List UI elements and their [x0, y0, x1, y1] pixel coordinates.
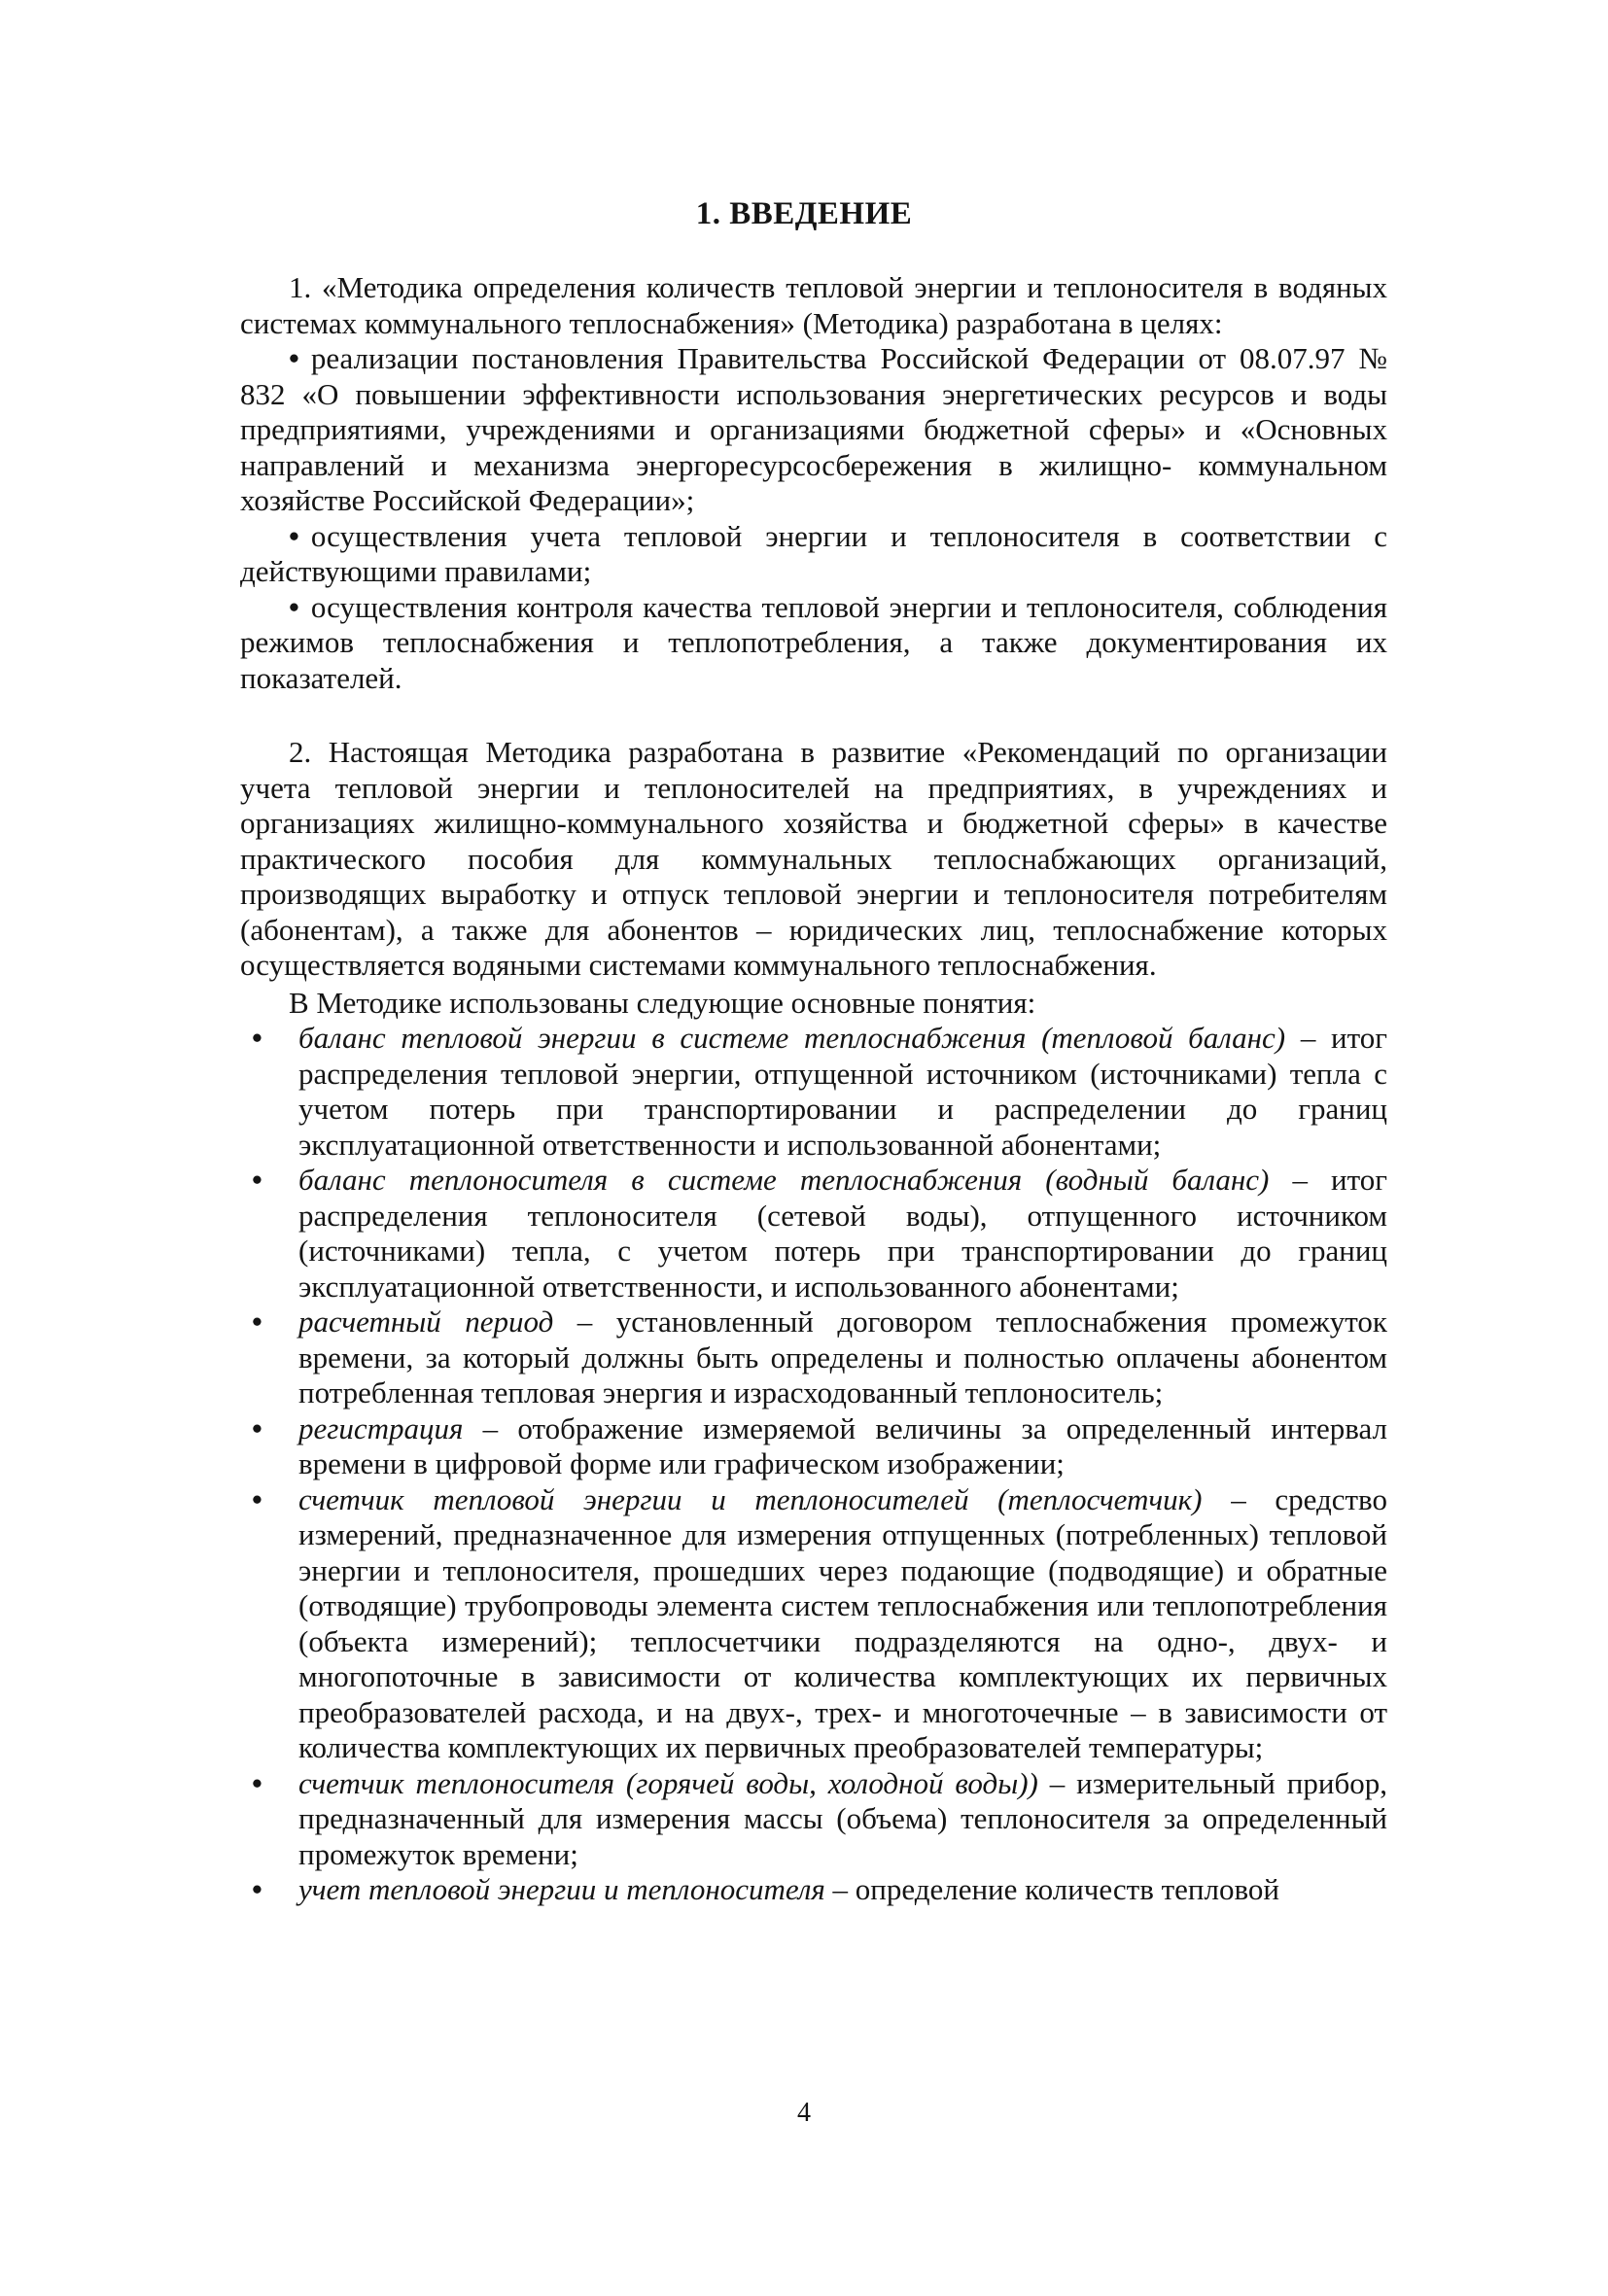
- bullet-icon: •: [252, 1872, 262, 1906]
- definition-item: [240, 1766, 1387, 1873]
- definition-item: [240, 1021, 1387, 1163]
- goal-item: • осуществления учета тепловой энергии и теплоносителя в соответствии с действующими правилами;: [240, 518, 1387, 588]
- bullet-icon: •: [252, 1410, 262, 1445]
- definition-text: – измерительный прибор, предназначенный для измерения массы (объема) теплоносителя за определенный промежуток времени;: [298, 1765, 1387, 1871]
- definition-term: счетчик тепловой энергии и теплоносителей (теплосчетчик): [298, 1481, 1203, 1516]
- bullet-icon: •: [289, 518, 299, 553]
- definition-text: – установленный договором теплоснабжения промежуток времени, за который должны быть определены и полностью оплачены абонентом потребленная тепловая энергия и израсходованный теплоноситель;: [298, 1305, 1387, 1409]
- bullet-icon: •: [252, 1305, 262, 1339]
- definition-term: расчетный период: [298, 1305, 554, 1339]
- section-2: [240, 735, 1387, 1908]
- definition-term: счетчик теплоносителя (горячей воды, холодной воды)): [298, 1765, 1038, 1800]
- definition-text: – итог распределения теплоносителя (сетевой воды), отпущенного источником (источниками) тепла, с учетом потерь при транспортировании до границ эксплуатационной ответственности, и использованного абонентами;: [298, 1163, 1387, 1304]
- goals-list: [240, 341, 1387, 696]
- section-1: [240, 270, 1387, 696]
- bullet-icon: •: [289, 589, 299, 624]
- bullet-icon: •: [289, 341, 299, 375]
- definition-text: – отображение измеряемой величины за определенный интервал времени в цифровой форме или графическом изображении;: [298, 1410, 1387, 1480]
- bullet-icon: •: [252, 1021, 262, 1055]
- bullet-icon: •: [252, 1765, 262, 1800]
- bullet-icon: •: [252, 1481, 262, 1516]
- definition-text: – итог распределения тепловой энергии, отпущенной источником (источниками) тепла с учетом потерь при транспортировании и распределении до границ эксплуатационной ответственности и использованной абонентами;: [298, 1021, 1387, 1162]
- definitions-list: [240, 1021, 1387, 1908]
- definition-term: учет тепловой энергии и теплоносителя: [298, 1872, 825, 1906]
- section-heading: 1. ВВЕДЕНИЕ: [695, 196, 913, 231]
- definition-term: баланс тепловой энергии в системе теплоснабжения (тепловой баланс): [298, 1021, 1286, 1055]
- definition-item: [240, 1163, 1387, 1305]
- definition-text: – определение количеств тепловой: [824, 1872, 1279, 1906]
- definition-term: регистрация: [298, 1410, 464, 1445]
- definition-text: – средство измерений, предназначенное для измерения отпущенных (потребленных) тепловой энергии и теплоносителя, прошедших через подающие (подводящие) и обратные (отводящие) трубопроводы элемента систем теплоснабжения или теплопотребления (объекта измерений); теплосчетчики подразделяются на одно-, двух- и многопоточные в зависимости от количества комплектующих их первичных преобразователей расхода, и на двух-, трех- и многоточечные – в зависимости от количества комплектующих их первичных преобразователей температуры;: [298, 1481, 1387, 1764]
- bullet-icon: •: [252, 1163, 262, 1197]
- definition-item: [240, 1411, 1387, 1482]
- goal-item: • осуществления контроля качества тепловой энергии и теплоносителя, соблюдения режимов теплоснабжения и теплопотребления, а также документирования их показателей.: [240, 589, 1387, 695]
- section-2-paragraph: 2. Настоящая Методика разработана в развитие «Рекомендаций по организации учета тепловой энергии и теплоносителей на предприятиях, в учреждениях и организациях жилищно-коммунального хозяйства и бюджетной сферы» в качестве практического пособия для коммунальных теплоснабжающих организаций, производящих выработку и отпуск тепловой энергии и теплоносителя потребителям (абонентам), а также для абонентов – юридических лиц, теплоснабжение которых осуществляется водяными системами коммунального теплоснабжения.: [240, 735, 1387, 982]
- concepts-intro: В Методике использованы следующие основные понятия:: [289, 985, 1036, 1020]
- definition-term: баланс теплоносителя в системе теплоснабжения (водный баланс): [298, 1163, 1270, 1197]
- section-1-intro: 1. «Методика определения количеств тепловой энергии и теплоносителя в водяных системах коммунального теплоснабжения» (Методика) разработана в целях:: [240, 270, 1387, 340]
- definition-item: [240, 1872, 1387, 1908]
- goal-item: • реализации постановления Правительства Российской Федерации от 08.07.97 № 832 «О повышении эффективности использования энергетических ресурсов и воды предприятиями, учреждениями и организациями бюджетной сферы» и «Основных направлений и механизма энергоресурсосбережения в жилищно- коммунальном хозяйстве Российской Федерации»;: [240, 341, 1387, 517]
- definition-item: [240, 1482, 1387, 1766]
- definition-item: [240, 1305, 1387, 1411]
- page-number: 4: [797, 2098, 811, 2128]
